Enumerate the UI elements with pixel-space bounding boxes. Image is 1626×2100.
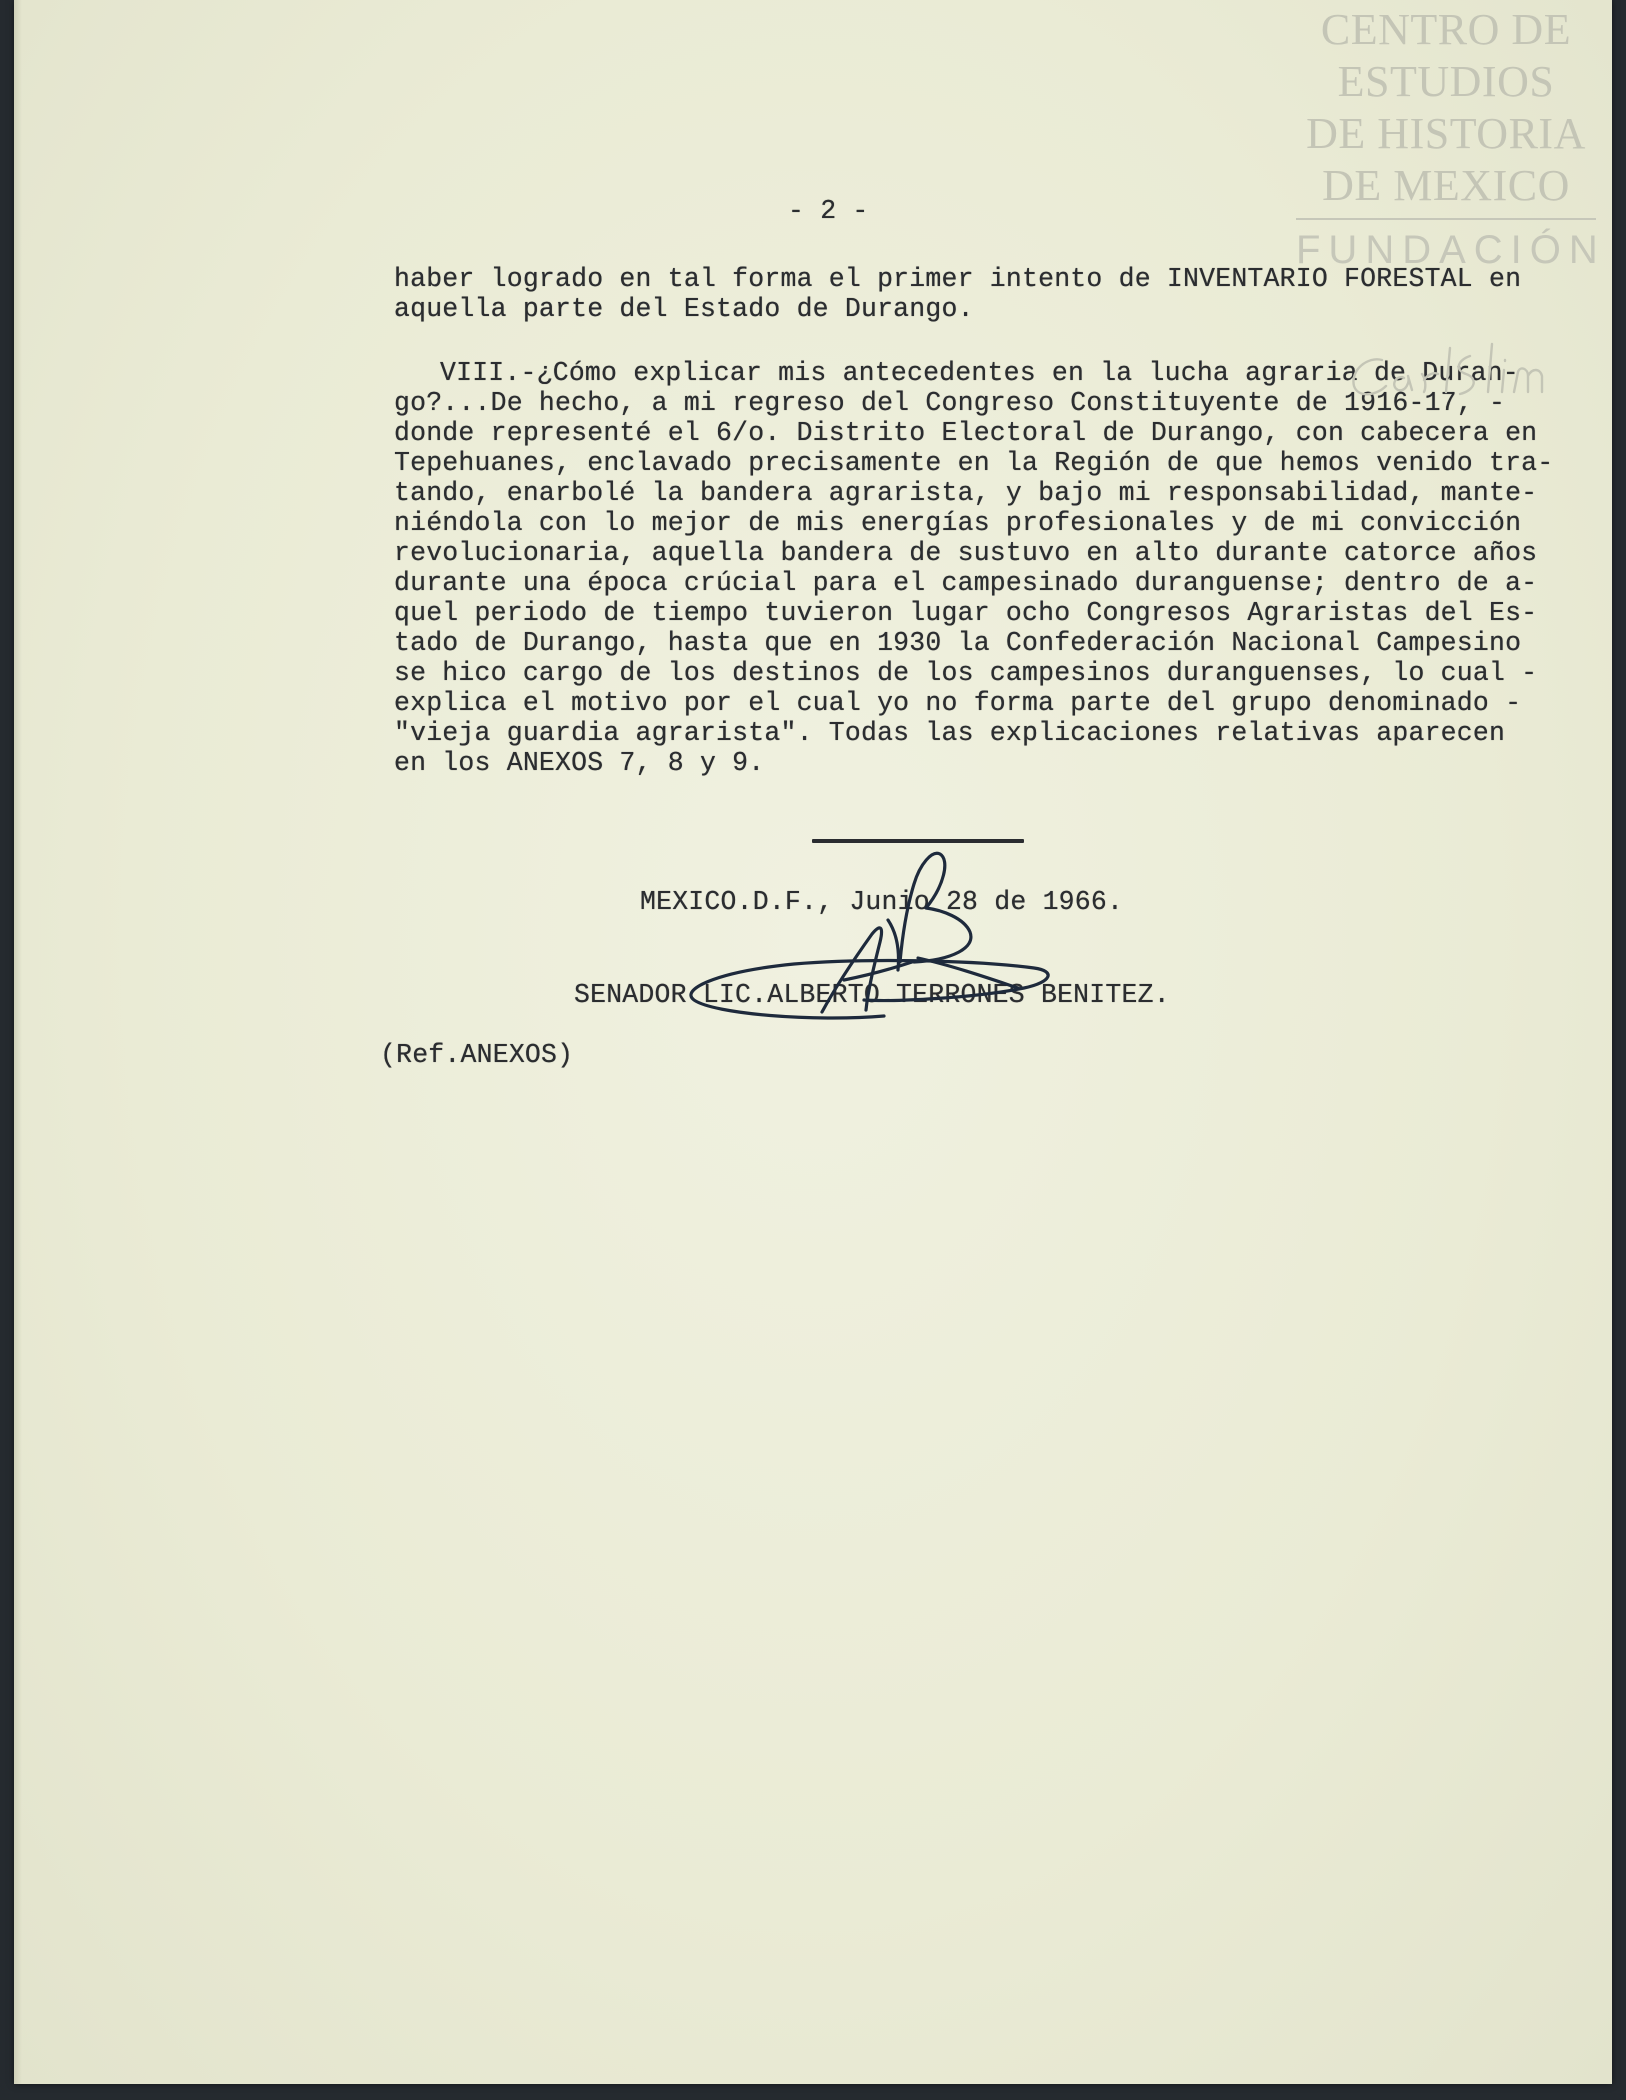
paragraph-1-line-1: haber logrado en tal forma el primer intento de INVENTARIO FORESTAL en xyxy=(394,264,1522,294)
paragraph-2-line-3: donde representé el 6/o. Distrito Electoral de Durango, con cabecera en xyxy=(394,418,1538,448)
document-page xyxy=(14,0,1612,2084)
paragraph-2-line-4: Tepehuanes, enclavado precisamente en la Región de que hemos venido tra- xyxy=(394,448,1554,478)
paragraph-2-line-5: tando, enarbolé la bandera agrarista, y bajo mi responsabilidad, mante- xyxy=(394,478,1538,508)
paragraph-2-line-10: tado de Durango, hasta que en 1930 la Confederación Nacional Campesino xyxy=(394,628,1522,658)
reference-note: (Ref.ANEXOS) xyxy=(380,1040,574,1070)
paragraph-2-line-2: go?...De hecho, a mi regreso del Congreso Constituyente de 1916-17, - xyxy=(394,388,1506,418)
paragraph-2-line-9: quel periodo de tiempo tuvieron lugar ocho Congresos Agraristas del Es- xyxy=(394,598,1538,628)
watermark-line-1: CENTRO DE xyxy=(1320,5,1572,54)
watermark-line-4: DE MEXICO xyxy=(1322,161,1570,210)
paragraph-1-line-2: aquella parte del Estado de Durango. xyxy=(394,294,974,324)
paragraph-2-line-14: en los ANEXOS 7, 8 y 9. xyxy=(394,748,765,778)
watermark xyxy=(1296,0,1606,272)
page-number: - 2 - xyxy=(788,196,869,226)
place-date: MEXICO.D.F., Junio 28 de 1966. xyxy=(640,887,1124,917)
paragraph-2-line-6: niéndola con lo mejor de mis energías profesionales y de mi convicción xyxy=(394,508,1522,538)
handwritten-signature xyxy=(674,830,1074,1050)
paragraph-2-line-12: explica el motivo por el cual yo no forma parte del grupo denominado - xyxy=(394,688,1522,718)
paragraph-2-line-7: revolucionaria, aquella bandera de sustuvo en alto durante catorce años xyxy=(394,538,1538,568)
signatory-name: SENADOR LIC.ALBERTO TERRONES BENITEZ. xyxy=(574,980,1170,1010)
paragraph-2-line-13: "vieja guardia agrarista". Todas las explicaciones relativas aparecen xyxy=(394,718,1506,748)
watermark-divider xyxy=(1296,218,1596,220)
watermark-line-3: DE HISTORIA xyxy=(1306,109,1586,158)
watermark-foundation: FUNDACIÓN xyxy=(1296,228,1606,272)
paragraph-2-line-1: VIII.-¿Cómo explicar mis antecedentes en la lucha agraria de Duran- xyxy=(440,358,1519,388)
watermark-signature-logo xyxy=(1342,330,1592,410)
page-edge-shadow xyxy=(14,0,22,2084)
paragraph-2-line-8: durante una época crúcial para el campesinado duranguense; dentro de a- xyxy=(394,568,1538,598)
watermark-line-2: ESTUDIOS xyxy=(1337,57,1555,106)
paragraph-2-line-11: se hico cargo de los destinos de los campesinos duranguenses, lo cual - xyxy=(394,658,1538,688)
